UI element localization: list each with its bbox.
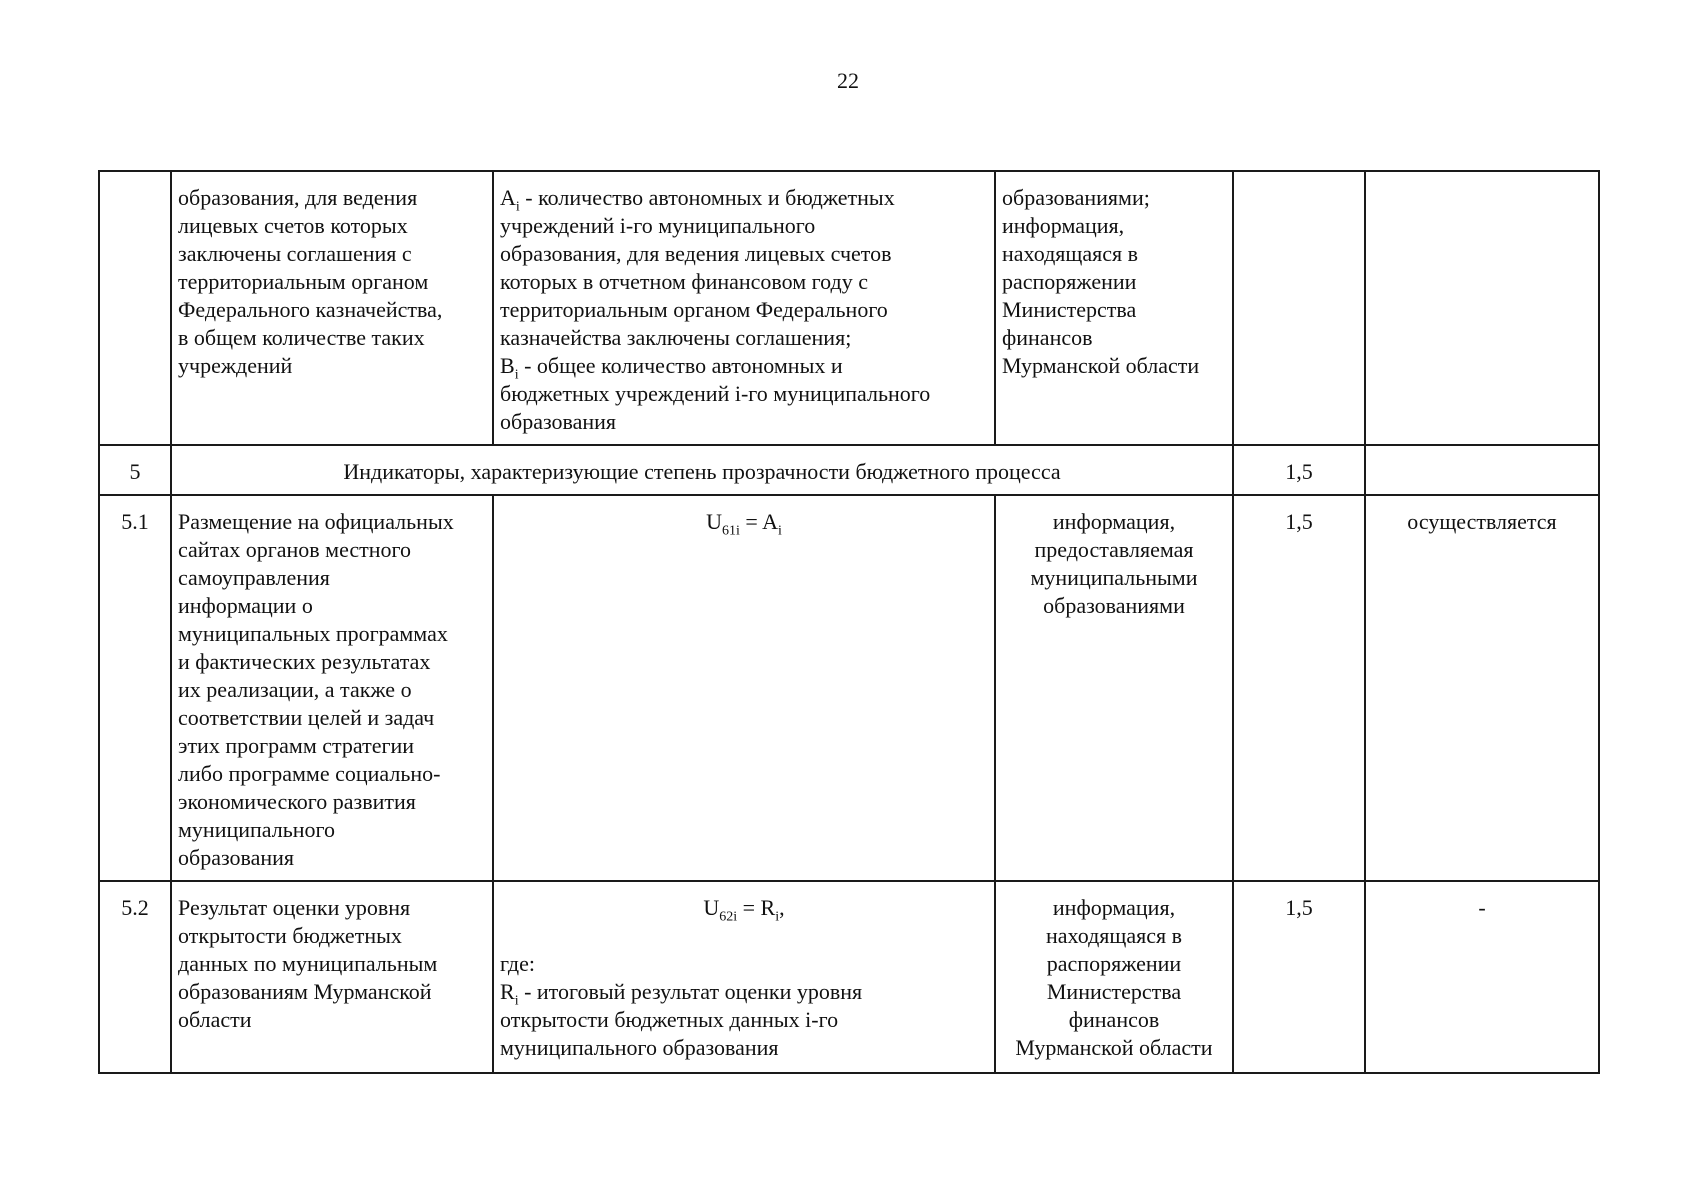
formula-cell: [493, 495, 995, 881]
text-line: бюджетных учреждений i-го муниципального: [500, 381, 931, 406]
text-line: финансов: [1002, 325, 1093, 350]
text-line: $B_i$ - общее количество автономных и: [500, 353, 843, 383]
text-line: образованиям Мурманской: [178, 979, 432, 1004]
text-line: соответствии целей и задач: [178, 705, 435, 730]
table-row: [99, 171, 1599, 445]
text-line: муниципальных программах: [178, 621, 448, 646]
status-cell: [1365, 445, 1599, 495]
text-line: их реализации, а также о: [178, 677, 412, 702]
text-line: образования: [500, 409, 617, 434]
blank-line: [500, 922, 988, 950]
text-line: Мурманской области: [1015, 1035, 1213, 1060]
indicators-table: [98, 170, 1600, 1074]
weight-cell: 1,5: [1233, 445, 1365, 495]
text-line: в общем количестве таких: [178, 325, 425, 350]
text-line: Результат оценки уровня: [178, 895, 411, 920]
formula-line: $U_{61i} = A_i$: [706, 509, 782, 539]
weight-cell: 1,5: [1233, 881, 1365, 1073]
text-line: сайтах органов местного: [178, 537, 412, 562]
text-line: заключены соглашения с: [178, 241, 412, 266]
text-line: лицевых счетов которых: [178, 213, 408, 238]
text-line: экономического развития: [178, 789, 416, 814]
text-line: информация,: [1052, 895, 1176, 920]
row-number: 5.2: [99, 881, 171, 1073]
status-cell: -: [1365, 881, 1599, 1073]
source-cell: [995, 881, 1233, 1073]
text-line: муниципальными: [1030, 565, 1198, 590]
text-line: Мурманской области: [1002, 353, 1200, 378]
text-line: Размещение на официальных: [178, 509, 454, 534]
text-line: открытости бюджетных данных i-го: [500, 1007, 839, 1032]
table-row: [99, 495, 1599, 881]
table-row: [99, 881, 1599, 1073]
text-line: где:: [500, 951, 535, 976]
text-line: Министерства: [1046, 979, 1182, 1004]
weight-cell: 1,5: [1233, 495, 1365, 881]
formula-line: $U_{62i} = R_i$,: [703, 895, 785, 925]
text-line: этих программ стратегии: [178, 733, 415, 758]
text-line: образованиями;: [1002, 185, 1150, 210]
text-line: образования: [178, 845, 295, 870]
text-line: $A_i$ - количество автономных и бюджетных: [500, 185, 895, 215]
text-line: муниципального: [178, 817, 336, 842]
text-line: области: [178, 1007, 252, 1032]
text-line: казначейства заключены соглашения;: [500, 325, 852, 350]
text-line: либо программе социально-: [178, 761, 441, 786]
row-number: 5.1: [99, 495, 171, 881]
text-line: образованиями: [1043, 593, 1185, 618]
text-line: данных по муниципальным: [178, 951, 438, 976]
indicator-name: [171, 171, 493, 445]
text-line: Федерального казначейства,: [178, 297, 443, 322]
indicator-name: [171, 881, 493, 1073]
status-cell: осуществляется: [1365, 495, 1599, 881]
text-line: и фактических результатах: [178, 649, 431, 674]
text-line: учреждений: [178, 353, 293, 378]
text-line: территориальным органом: [178, 269, 429, 294]
text-line: $R_i$ - итоговый результат оценки уровня: [500, 979, 863, 1009]
status-cell: [1365, 171, 1599, 445]
section-title: Индикаторы, характеризующие степень прозрачности бюджетного процесса: [171, 445, 1233, 495]
text-line: информация,: [1002, 213, 1125, 238]
indicator-name: [171, 495, 493, 881]
weight-cell: [1233, 171, 1365, 445]
text-line: открытости бюджетных: [178, 923, 402, 948]
text-line: образования, для ведения: [178, 185, 418, 210]
source-cell: [995, 171, 1233, 445]
formula-cell: [493, 881, 995, 1073]
text-line: предоставляемая: [1034, 537, 1194, 562]
text-line: Министерства: [1002, 297, 1137, 322]
text-line: информация,: [1052, 509, 1176, 534]
row-number: 5: [99, 445, 171, 495]
text-line: муниципального образования: [500, 1035, 779, 1060]
text-line: самоуправления: [178, 565, 330, 590]
text-line: финансов: [1068, 1007, 1160, 1032]
text-line: находящаяся в: [1002, 241, 1138, 266]
text-line: находящаяся в: [1046, 923, 1182, 948]
section-row: [99, 445, 1599, 495]
text-line: информации о: [178, 593, 313, 618]
row-number: [99, 171, 171, 445]
text-line: которых в отчетном финансовом году с: [500, 269, 868, 294]
text-line: учреждений i-го муниципального: [500, 213, 816, 238]
text-line: образования, для ведения лицевых счетов: [500, 241, 892, 266]
page-number: 22: [837, 68, 859, 93]
text-line: территориальным органом Федерального: [500, 297, 888, 322]
source-cell: [995, 495, 1233, 881]
formula-cell: [493, 171, 995, 445]
text-line: распоряжении: [1002, 269, 1137, 294]
text-line: распоряжении: [1046, 951, 1182, 976]
